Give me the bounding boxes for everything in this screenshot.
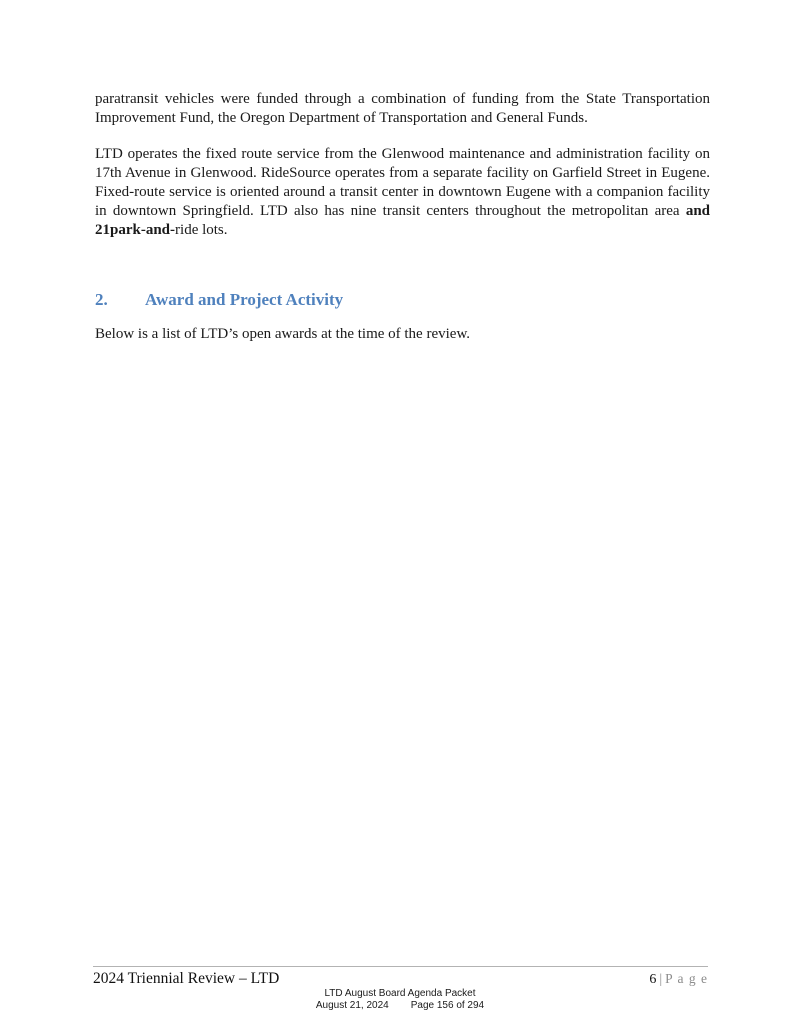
body-paragraph-3: Below is a list of LTD’s open awards at the time of the review. bbox=[95, 326, 471, 342]
packet-meta bbox=[0, 1000, 800, 1012]
footer-page-word: P a g e bbox=[665, 971, 708, 986]
section-title: Award and Project Activity bbox=[145, 290, 344, 309]
packet-date: August 21, 2024 bbox=[315, 1000, 389, 1011]
footer-page-separator: | bbox=[659, 972, 663, 987]
body-paragraph-2 bbox=[95, 145, 710, 240]
paragraph-2-emphasis: and 21park-and- bbox=[95, 203, 710, 238]
packet-page-count: Page 156 of 294 bbox=[410, 1000, 485, 1011]
page-body bbox=[95, 0, 710, 344]
body-paragraph-1: paratransit vehicles were funded through a combination of funding from the State Transportation Improvement Fund, the Oregon Department of Transportation and General Funds. bbox=[95, 91, 710, 126]
section-heading bbox=[95, 289, 710, 310]
paragraph-2-text: LTD operates the fixed route service from the Glenwood maintenance and administration facility on 17th Avenue in Glenwood. RideSource operates from a separate facility on Garfield Street in Eugene. Fixed-route service is oriented around a transit center in downtown Eugene with a companion facility in downtown Springfield. LTD also has nine transit centers throughout the metropolitan area bbox=[95, 146, 710, 219]
agenda-packet-stamp bbox=[0, 988, 800, 1012]
footer-document-title: 2024 Triennial Review – LTD bbox=[93, 970, 280, 987]
footer-page-number: 6 bbox=[649, 972, 657, 987]
footer-page-indicator bbox=[649, 971, 708, 988]
section-number: 2. bbox=[95, 290, 108, 309]
paragraph-2-text-end: ride lots. bbox=[175, 222, 228, 238]
page-footer bbox=[93, 966, 708, 988]
packet-title: LTD August Board Agenda Packet bbox=[324, 988, 476, 999]
